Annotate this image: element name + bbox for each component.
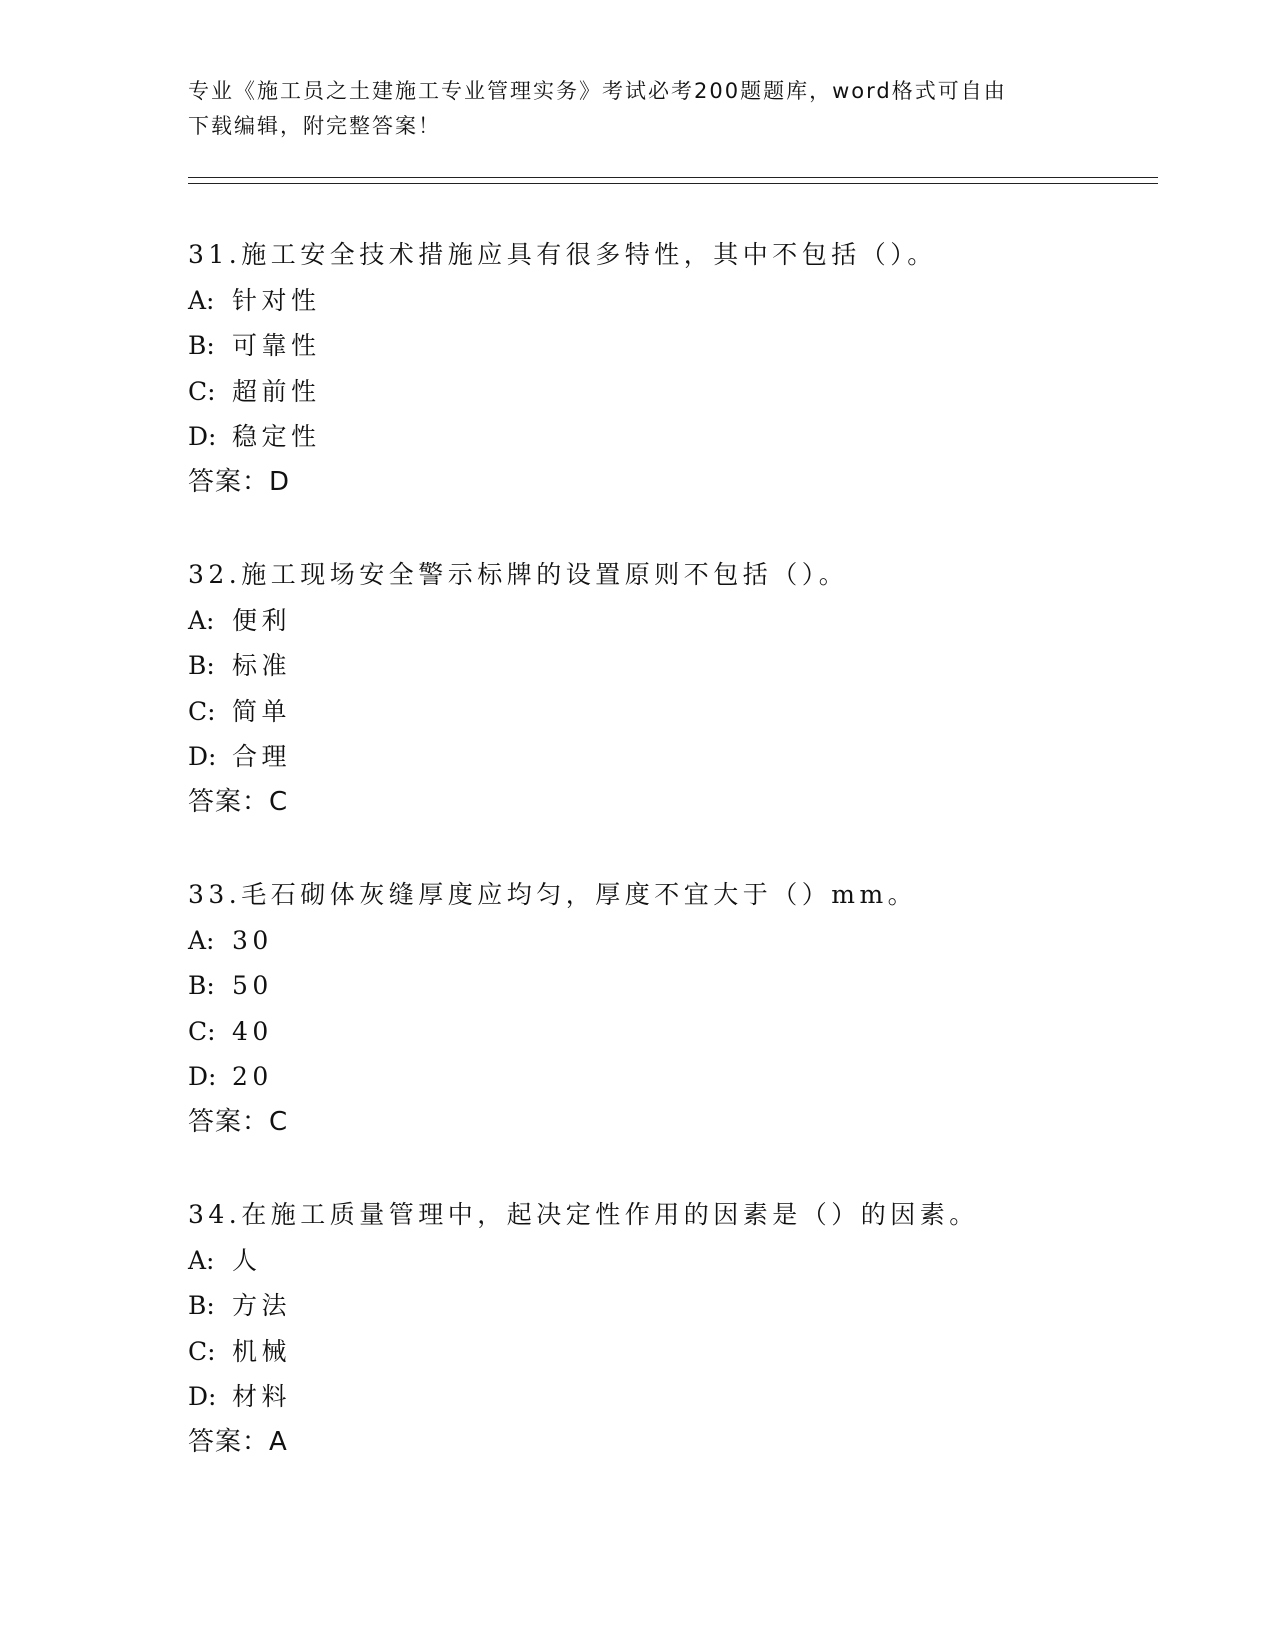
option-a [188,1238,1168,1284]
option-letter: A: [188,605,215,635]
option-c [188,1009,1168,1055]
option-d [188,734,1168,780]
question-item [188,872,1168,1192]
option-letter: B: [188,331,215,360]
question-list [188,232,1168,1512]
option-letter: D: [188,422,217,451]
option-a [188,598,1168,644]
answer-line: 答案：D [188,466,291,497]
option-letter: C: [188,376,216,406]
option-letter: D: [188,1382,217,1411]
option-text: 稳定性 [232,422,321,451]
option-letter: D: [188,1062,217,1091]
answer-line: 答案：C [188,786,289,817]
option-letter: C: [188,1016,216,1046]
option-c [188,369,1168,415]
option-letter: C: [188,1336,216,1366]
option-text: 材料 [232,1382,292,1411]
option-a [188,918,1168,964]
option-letter: D: [188,742,217,771]
option-letter: B: [188,1291,215,1320]
option-letter: C: [188,696,216,726]
question-stem: 33.毛石砌体灰缝厚度应均匀，厚度不宜大于（）mm。 [188,880,918,909]
question-item [188,552,1168,872]
option-text: 机械 [232,1336,292,1366]
answer-line: 答案：C [188,1106,289,1137]
option-letter: B: [188,651,215,680]
option-text: 合理 [232,742,292,771]
option-text: 可靠性 [232,331,321,360]
option-b [188,643,1168,689]
option-text: 针对性 [232,285,321,315]
option-text: 简单 [232,696,292,726]
header-line-2: 下载编辑，附完整答案！ [188,114,441,138]
option-text: 40 [232,1016,273,1046]
answer-line: 答案：A [188,1426,288,1457]
option-c [188,1329,1168,1375]
question-item [188,232,1168,552]
option-d [188,1374,1168,1420]
header-line-1: 专业《施工员之土建施工专业管理实务》考试必考200题题库，word格式可自由 [188,79,1007,103]
option-b [188,1283,1168,1329]
option-text: 超前性 [232,376,321,406]
option-text: 50 [232,971,273,1000]
option-text: 便利 [232,605,292,635]
option-text: 人 [232,1245,262,1275]
document-header [188,74,1088,144]
option-d [188,414,1168,460]
question-stem: 32.施工现场安全警示标牌的设置原则不包括（）。 [188,560,849,589]
option-letter: A: [188,925,215,955]
option-d [188,1054,1168,1100]
question-stem: 31.施工安全技术措施应具有很多特性，其中不包括（）。 [188,240,937,269]
option-a [188,278,1168,324]
option-text: 20 [232,1062,273,1091]
option-letter: A: [188,1245,215,1275]
option-letter: A: [188,285,215,315]
option-text: 标准 [232,651,292,680]
header-divider-bottom [188,183,1158,184]
option-c [188,689,1168,735]
option-text: 30 [232,925,273,955]
option-letter: B: [188,971,215,1000]
option-b [188,963,1168,1009]
question-item [188,1192,1168,1512]
header-divider-top [188,177,1158,178]
option-text: 方法 [232,1291,292,1320]
option-b [188,323,1168,369]
question-stem: 34.在施工质量管理中，起决定性作用的因素是（）的因素。 [188,1200,979,1229]
